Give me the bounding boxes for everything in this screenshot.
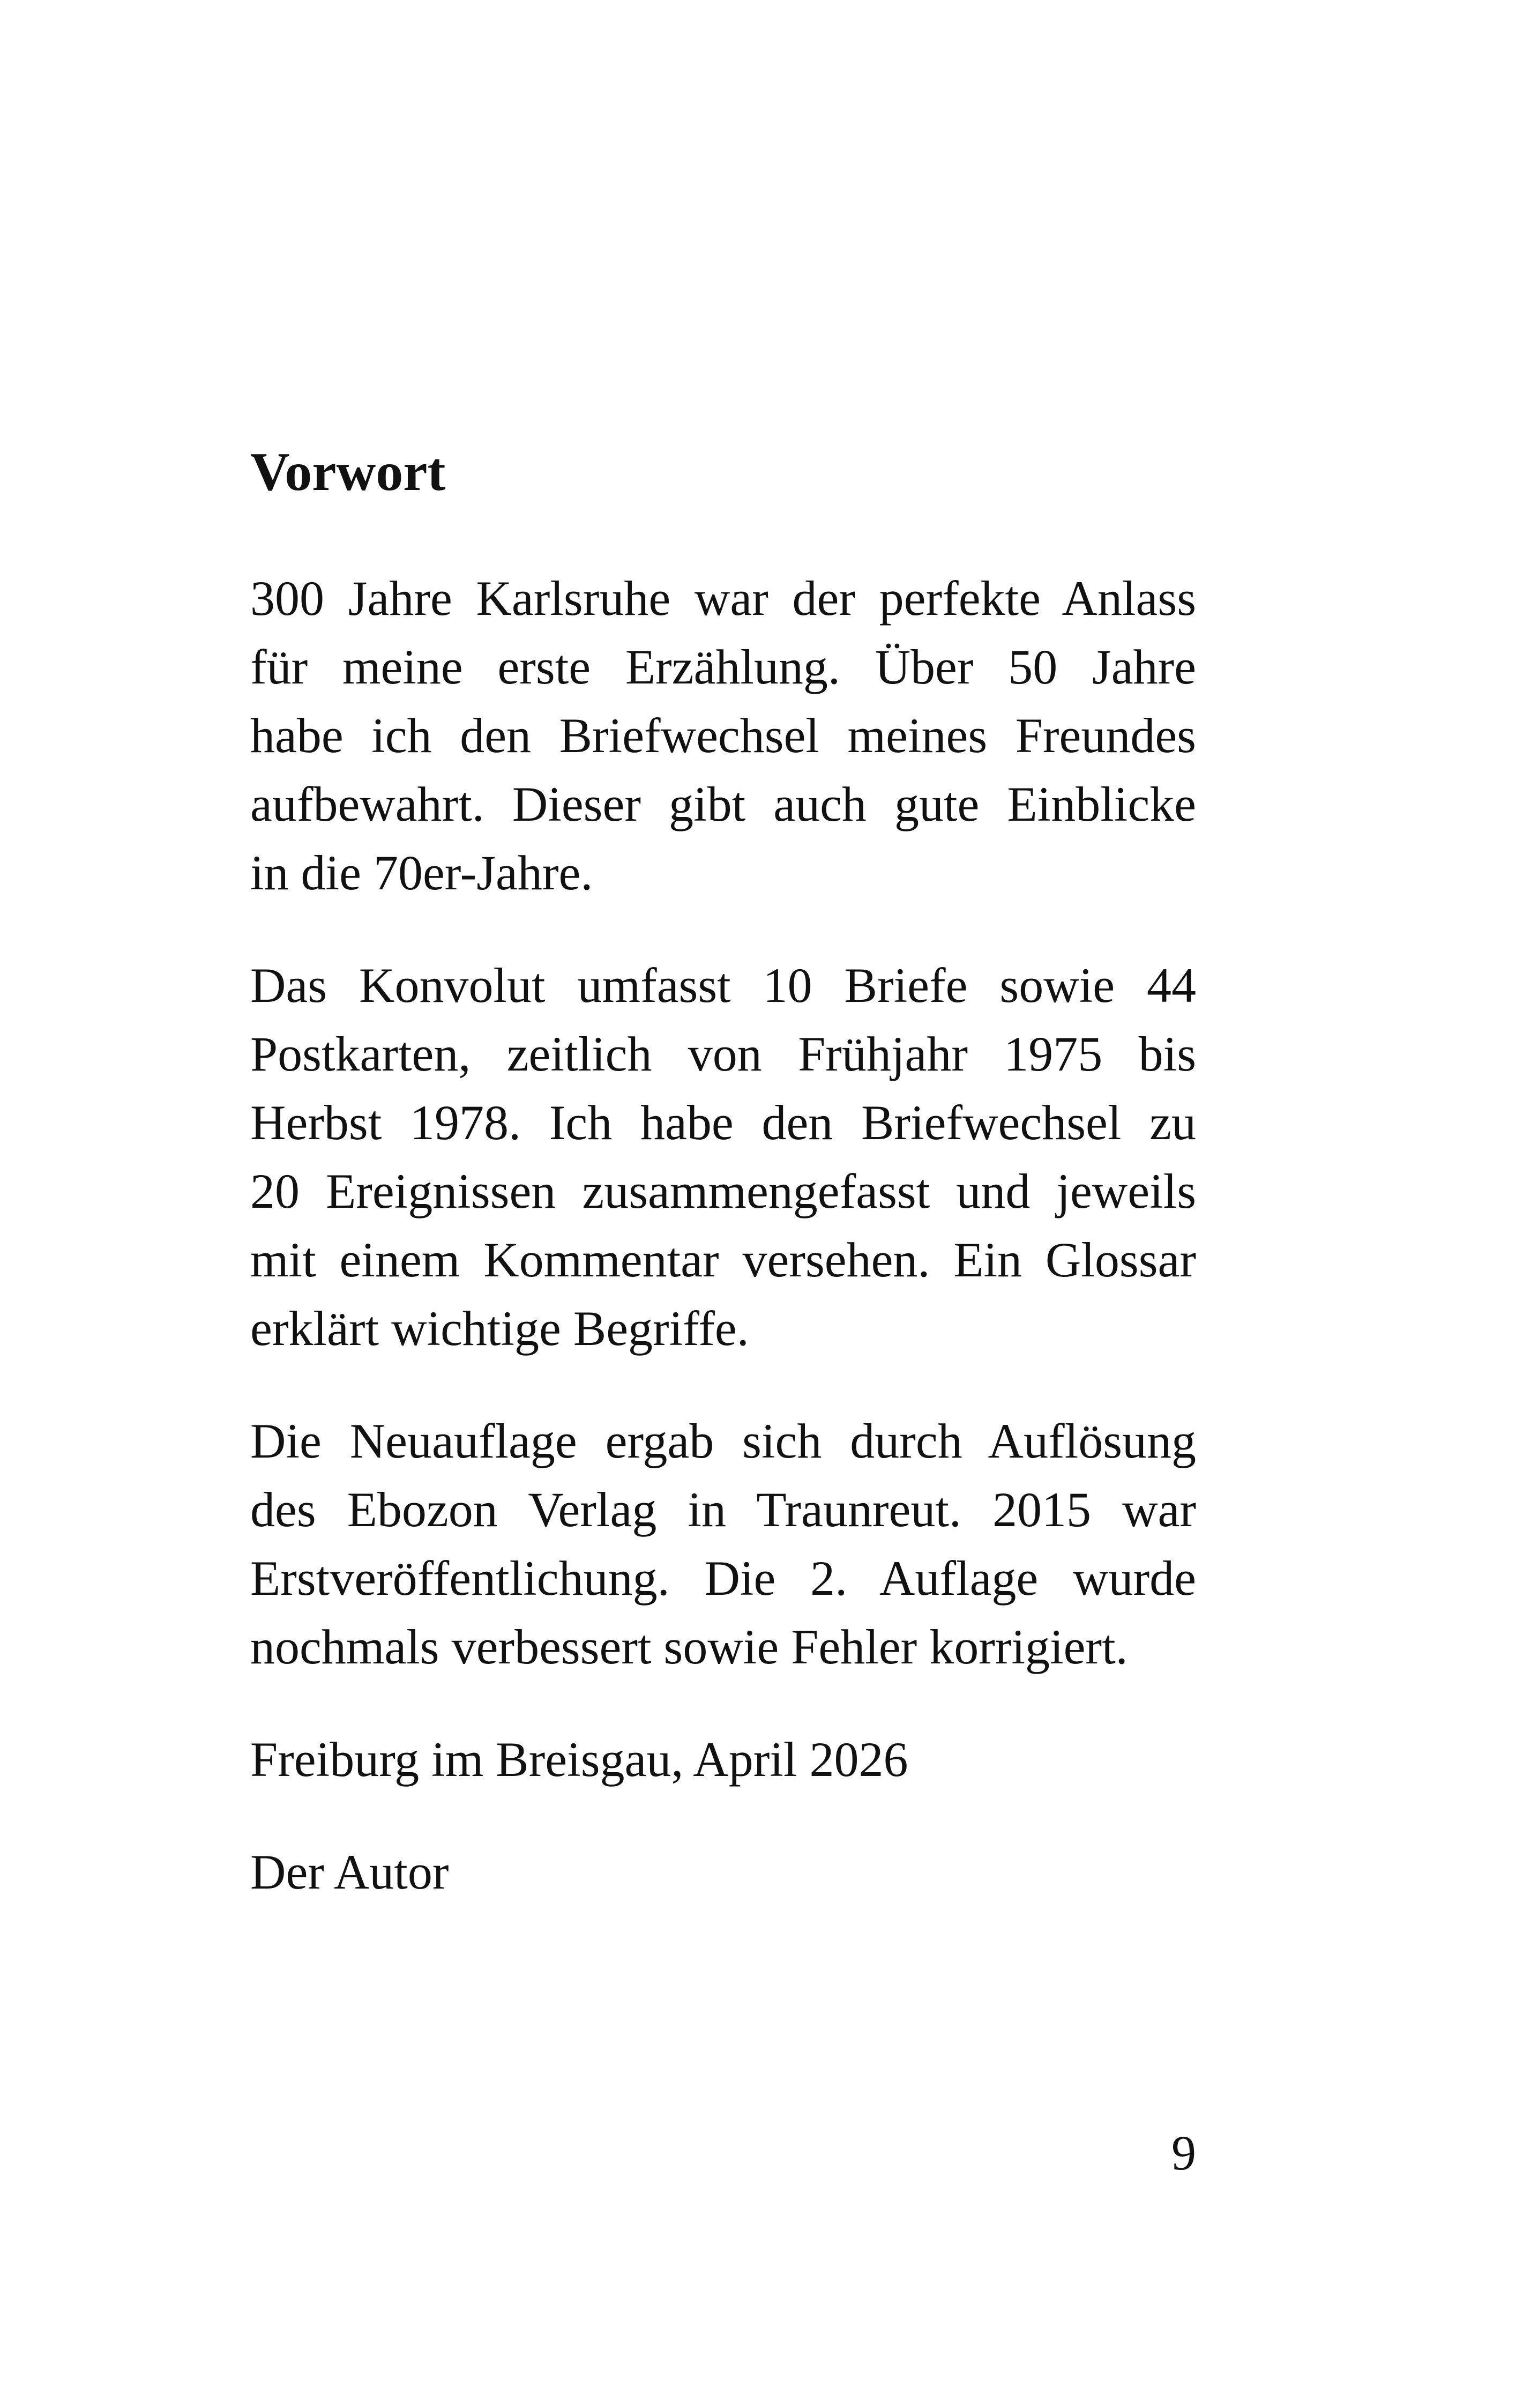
text-line: 300 Jahre Karlsruhe war der perfekte Anlass bbox=[250, 571, 1196, 626]
page-number: 9 bbox=[1171, 2125, 1196, 2180]
text-line: des Ebozon Verlag in Traunreut. 2015 war bbox=[250, 1482, 1196, 1537]
text-line: nochmals verbessert sowie Fehler korrigiert. bbox=[250, 1619, 1128, 1674]
text-line: in die 70er-Jahre. bbox=[250, 845, 593, 900]
text-line: erklärt wichtige Begriffe. bbox=[250, 1301, 749, 1356]
text-line: Postkarten, zeitlich von Frühjahr 1975 bis bbox=[250, 1027, 1196, 1081]
text-line: habe ich den Briefwechsel meines Freundes bbox=[250, 708, 1196, 763]
text-line: mit einem Kommentar versehen. Ein Glossar bbox=[250, 1232, 1196, 1287]
text-line: Das Konvolut umfasst 10 Briefe sowie 44 bbox=[250, 958, 1196, 1013]
chapter-heading: Vorwort bbox=[250, 442, 446, 502]
text-line: Erstveröffentlichung. Die 2. Auflage wurde bbox=[250, 1551, 1196, 1606]
text-line: Herbst 1978. Ich habe den Briefwechsel zu bbox=[250, 1095, 1196, 1150]
text-line: Die Neuauflage ergab sich durch Auflösung bbox=[250, 1414, 1196, 1468]
text-line: 20 Ereignissen zusammengefasst und jeweils bbox=[250, 1164, 1196, 1218]
place-date: Freiburg im Breisgau, April 2026 bbox=[250, 1732, 908, 1787]
text-line: für meine erste Erzählung. Über 50 Jahre bbox=[250, 640, 1196, 694]
text-line: aufbewahrt. Dieser gibt auch gute Einblicke bbox=[250, 777, 1196, 831]
signature: Der Autor bbox=[250, 1845, 449, 1899]
